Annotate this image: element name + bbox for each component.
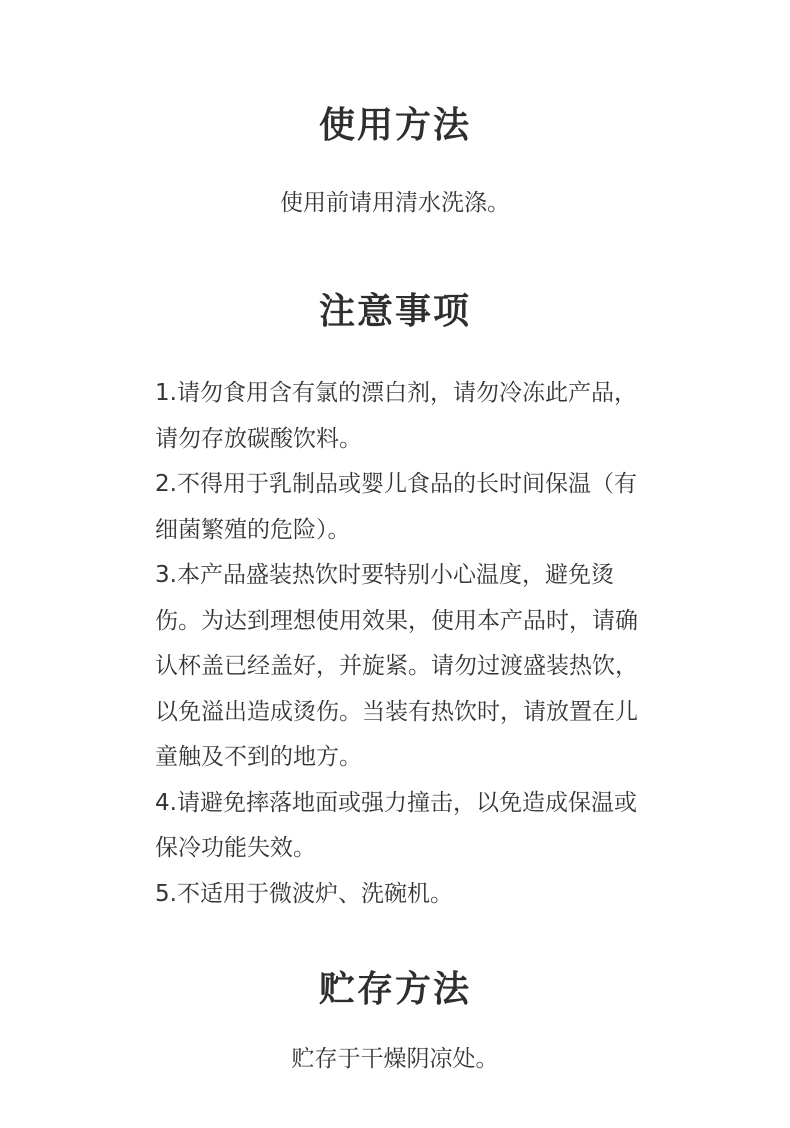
usage-text: 使用前请用清水洗涤。 [280, 190, 510, 216]
precaution-item-4: 4.请避免摔落地面或强力撞击，以免造成保温或保冷功能失效。 [155, 789, 637, 861]
storage-title: 贮存方法 [318, 969, 471, 1010]
precautions-title: 注意事项 [318, 291, 471, 332]
precaution-item-5: 5.不适用于微波炉、洗碗机。 [155, 880, 453, 907]
usage-title: 使用方法 [318, 105, 471, 146]
precautions-list [155, 371, 640, 917]
precaution-item-2: 2.不得用于乳制品或婴儿食品的长时间保温（有细菌繁殖的危险）。 [155, 471, 637, 543]
storage-text: 贮存于干燥阴凉处。 [291, 1046, 499, 1072]
precaution-item-3: 3.本产品盛装热饮时要特别小心温度，避免烫伤。为达到理想使用效果，使用本产品时，请确认杯盖已经盖好，并旋紧。请勿过渡盛装热饮，以免溢出造成烫伤。当装有热饮时，请放置在儿童触及不到的地方。 [155, 562, 638, 770]
precaution-item-1: 1.请勿食用含有氯的漂白剂，请勿冷冻此产品，请勿存放碳酸饮料。 [155, 380, 637, 452]
